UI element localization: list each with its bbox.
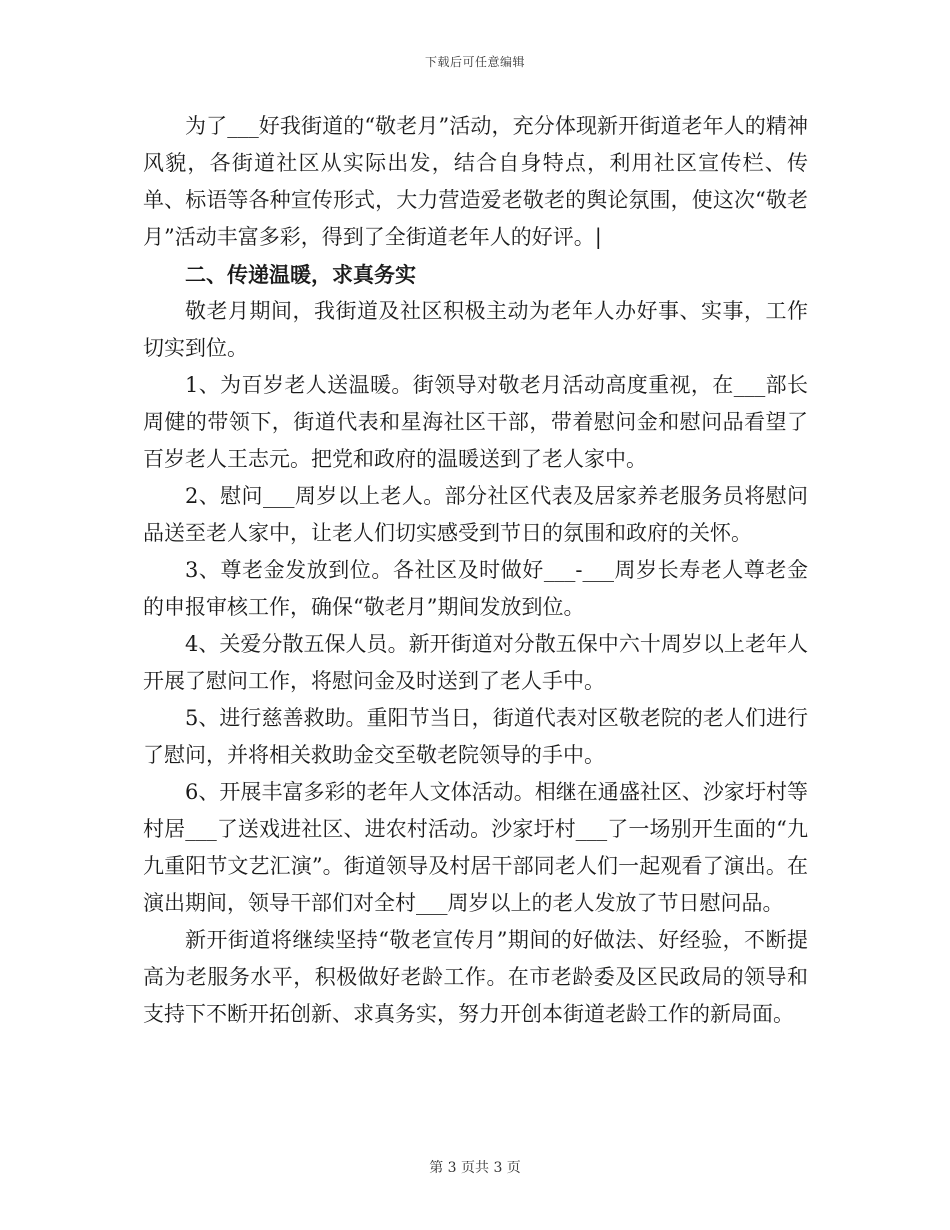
list-item-5: 5、进行慈善救助。重阳节当日，街道代表对区敬老院的老人们进行了慰问，并将相关救助金交至敬老院领导的手中。 — [143, 706, 808, 767]
page-header: 下载后可任意编辑 — [424, 55, 525, 69]
intro-paragraph: 为了___好我街道的“敬老月”活动，充分体现新开街道老年人的精神风貌，各街道社区从实际出发，结合自身特点，利用社区宣传栏、传单、标语等各种宣传形式，大力营造爱老敬老的舆论氛围，使这次“敬老月”活动丰富多彩，得到了全街道老年人的好评。| — [143, 114, 808, 249]
list-item-2: 2、慰问___周岁以上老人。部分社区代表及居家养老服务员将慰问品送至老人家中，让老人们切实感受到节日的氛围和政府的关怀。 — [143, 484, 808, 545]
list-item-3: 3、尊老金发放到位。各社区及时做好___-___周岁长寿老人尊老金的申报审核工作，确保“敬老月”期间发放到位。 — [143, 558, 808, 619]
list-item-1: 1、为百岁老人送温暖。街领导对敬老月活动高度重视，在___部长周健的带领下，街道代表和星海社区干部，带着慰问金和慰问品看望了百岁老人王志元。把党和政府的温暖送到了老人家中。 — [143, 373, 808, 471]
document-body — [143, 108, 808, 1033]
section-heading: 二、传递温暖，求真务实 — [185, 262, 416, 287]
page-footer: 第 3 页共 3 页 — [429, 1160, 521, 1176]
list-item-4: 4、关爱分散五保人员。新开街道对分散五保中六十周岁以上老年人开展了慰问工作，将慰问金及时送到了老人手中。 — [143, 632, 808, 693]
closing-paragraph: 新开街道将继续坚持“敬老宣传月”期间的好做法、好经验，不断提高为老服务水平，积极做好老龄工作。在市老龄委及区民政局的领导和支持下不断开拓创新、求真务实，努力开创本街道老龄工作的新局面。 — [143, 928, 808, 1026]
body-paragraph: 敬老月期间，我街道及社区积极主动为老年人办好事、实事，工作切实到位。 — [143, 299, 808, 360]
list-item-6: 6、开展丰富多彩的老年人文体活动。相继在通盛社区、沙家圩村等村居___了送戏进社区、进农村活动。沙家圩村___了一场别开生面的“九九重阳节文艺汇演”。街道领导及村居干部同老人们一起观看了演出。在演出期间，领导干部们对全村___周岁以上的老人发放了节日慰问品。 — [143, 780, 808, 915]
